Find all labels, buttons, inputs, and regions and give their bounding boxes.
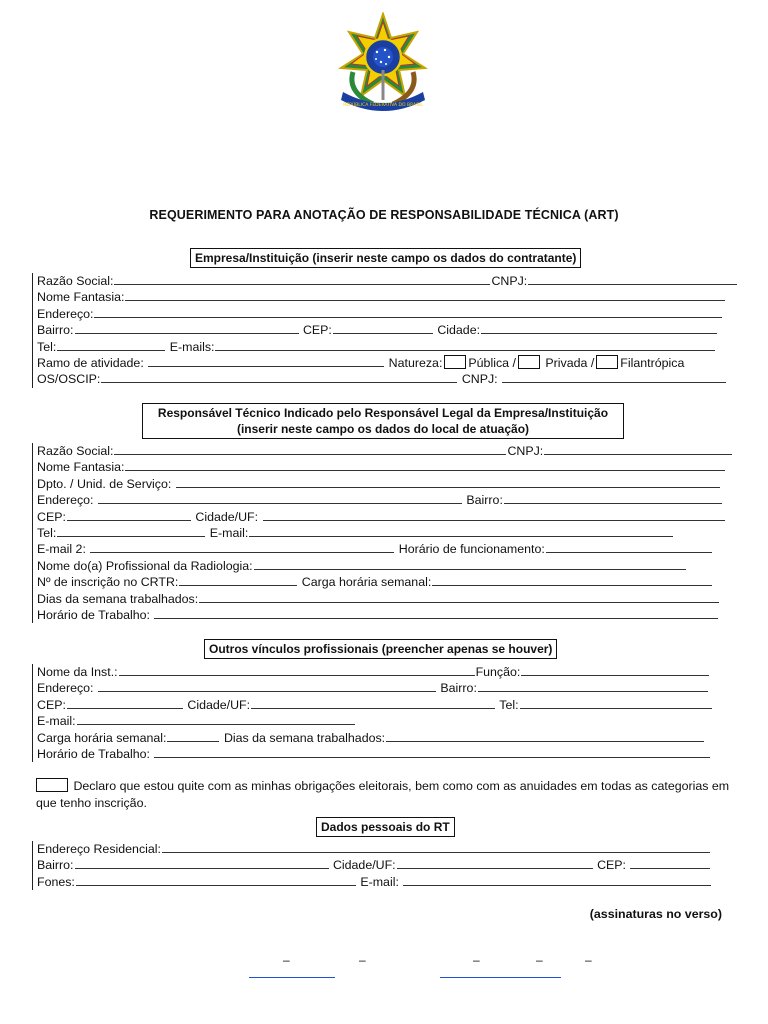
email-label: E-mail: — [209, 525, 249, 540]
emails-field[interactable] — [215, 339, 715, 351]
dias-field[interactable] — [386, 730, 704, 742]
company-section-header: Empresa/Instituição (inserir neste campo os dados do contratante) — [190, 248, 581, 268]
tech-row-tel — [33, 525, 737, 541]
other-row-carga — [33, 730, 737, 746]
nome-fantasia-label: Nome Fantasia: — [37, 460, 125, 475]
footer-dash: – — [473, 953, 480, 967]
endereco-label: Endereço: — [37, 493, 94, 508]
endereco-field[interactable] — [98, 492, 462, 504]
email2-label: E-mail 2: — [37, 542, 86, 557]
bairro-label: Bairro: — [37, 858, 74, 873]
cidade-uf-field[interactable] — [251, 697, 495, 709]
endereco-field[interactable] — [98, 680, 436, 692]
tech-row-dias — [33, 591, 737, 607]
other-row-endereco — [33, 680, 737, 696]
nome-prof-field[interactable] — [254, 558, 686, 570]
nome-inst-field[interactable] — [119, 664, 475, 676]
os-oscip-field[interactable] — [101, 371, 457, 383]
bairro-label: Bairro: — [440, 681, 477, 696]
cidade-field[interactable] — [481, 322, 717, 334]
company-row-ramo — [33, 355, 737, 371]
company-row-tel — [33, 339, 737, 355]
emails-label: E-mails: — [169, 339, 215, 354]
brazil-coat-of-arms-icon — [333, 12, 433, 112]
horario-func-label: Horário de funcionamento: — [398, 542, 545, 557]
cnpj2-label: CNPJ: — [461, 372, 498, 387]
publica-label: Pública / — [468, 355, 516, 370]
horario-trab-label: Horário de Trabalho: — [37, 746, 150, 761]
endereco-residencial-field[interactable] — [162, 841, 710, 853]
technical-header-line1: Responsável Técnico Indicado pelo Responsável Legal da Empresa/Instituição — [157, 406, 609, 420]
footer-dash: – — [585, 953, 592, 967]
other-section — [32, 664, 737, 762]
tech-row-inscricao — [33, 574, 737, 590]
cnpj-field[interactable] — [528, 273, 737, 285]
tech-row-email2 — [33, 541, 737, 557]
other-row-email — [33, 713, 737, 729]
cep-field[interactable] — [333, 322, 433, 334]
bairro-field[interactable] — [75, 857, 329, 869]
inscricao-field[interactable] — [179, 574, 297, 586]
publica-checkbox[interactable] — [444, 355, 466, 369]
bairro-field[interactable] — [75, 322, 299, 334]
company-section — [32, 273, 737, 388]
footer-dash: – — [283, 953, 290, 967]
declaration-checkbox[interactable] — [36, 778, 68, 792]
dias-label: Dias da semana trabalhados: — [223, 730, 386, 745]
cnpj-label: CNPJ: — [507, 444, 544, 458]
cidade-uf-label: Cidade/UF: — [195, 509, 259, 524]
razao-social-label: Razão Social: — [37, 274, 114, 288]
technical-section-header — [142, 403, 624, 439]
svg-text:REPÚBLICA FEDERATIVA DO BRASIL: REPÚBLICA FEDERATIVA DO BRASIL — [343, 103, 423, 108]
razao-social-field[interactable] — [114, 273, 490, 285]
other-row-horario — [33, 746, 737, 762]
tel-field[interactable] — [520, 697, 712, 709]
cnpj-label: CNPJ: — [491, 274, 528, 288]
fones-field[interactable] — [76, 874, 356, 886]
bairro-field[interactable] — [478, 680, 708, 692]
company-row-razao — [33, 273, 737, 289]
company-row-endereco — [33, 306, 737, 322]
company-row-bairro — [33, 322, 737, 338]
nome-fantasia-field[interactable] — [125, 459, 725, 471]
endereco-label: Endereço: — [37, 681, 94, 696]
company-row-fantasia — [33, 289, 737, 305]
tech-row-horario — [33, 607, 737, 623]
technical-section — [32, 443, 737, 623]
endereco-residencial-label: Endereço Residencial: — [37, 842, 161, 856]
email-label: E-mail: — [360, 874, 399, 889]
funcao-field[interactable] — [521, 664, 709, 676]
tech-row-nome-prof — [33, 558, 737, 574]
form-title: REQUERIMENTO PARA ANOTAÇÃO DE RESPONSABILIDADE TÉCNICA (ART) — [149, 208, 619, 222]
privada-label: Privada / — [545, 355, 595, 370]
cep-label: CEP: — [37, 509, 66, 524]
tel-label: Tel: — [37, 525, 57, 540]
signature-note: (assinaturas no verso) — [589, 907, 722, 921]
bairro-label: Bairro: — [37, 323, 74, 338]
nome-fantasia-label: Nome Fantasia: — [37, 290, 125, 305]
bairro-label: Bairro: — [466, 493, 503, 508]
personal-row-bairro — [33, 857, 737, 873]
tel-field[interactable] — [57, 339, 165, 351]
tech-row-dpto — [33, 476, 737, 492]
carga-field[interactable] — [167, 730, 219, 742]
funcao-label: Função: — [475, 665, 521, 679]
nome-fantasia-field[interactable] — [125, 289, 725, 301]
technical-header-line2: (inserir neste campo os dados do local de atuação) — [236, 422, 530, 436]
footer-dash: – — [359, 953, 366, 967]
cep-field[interactable] — [630, 857, 710, 869]
horario-trab-field[interactable] — [154, 746, 710, 758]
endereco-label: Endereço: — [37, 306, 94, 321]
personal-section-header: Dados pessoais do RT — [316, 817, 455, 837]
nome-inst-label: Nome da Inst.: — [37, 665, 118, 679]
horario-trab-label: Horário de Trabalho: — [37, 607, 150, 622]
email-field[interactable] — [249, 525, 673, 537]
razao-social-label: Razão Social: — [37, 444, 114, 458]
cnpj-field[interactable] — [544, 443, 732, 455]
company-row-oscip — [33, 371, 737, 387]
personal-row-endereco — [33, 841, 737, 857]
tel-label: Tel: — [499, 697, 519, 712]
personal-row-fones — [33, 874, 737, 890]
ramo-label: Ramo de atividade: — [37, 355, 144, 370]
ramo-field[interactable] — [148, 355, 384, 367]
cep-field[interactable] — [67, 509, 191, 521]
inscricao-label: Nº de inscrição no CRTR: — [37, 575, 179, 590]
email2-field[interactable] — [90, 541, 394, 553]
filantropica-checkbox[interactable] — [596, 355, 618, 369]
other-section-header: Outros vínculos profissionais (preencher apenas se houver) — [204, 639, 557, 659]
email-label: E-mail: — [37, 714, 76, 729]
horario-trab-field[interactable] — [154, 607, 718, 619]
razao-social-field[interactable] — [114, 443, 506, 455]
tel-field[interactable] — [57, 525, 205, 537]
horario-func-field[interactable] — [546, 541, 712, 553]
cidade-label: Cidade: — [437, 323, 481, 338]
cep-label: CEP: — [302, 323, 332, 338]
os-oscip-label: OS/OSCIP: — [37, 372, 101, 387]
dpto-label: Dpto. / Unid. de Serviço: — [37, 476, 172, 491]
privada-checkbox[interactable] — [518, 355, 540, 369]
carga-label: Carga horária semanal: — [301, 575, 432, 590]
declaration — [36, 778, 736, 811]
cnpj2-field[interactable] — [502, 371, 726, 383]
email-field[interactable] — [403, 874, 711, 886]
tel-label: Tel: — [37, 339, 57, 354]
cep-field[interactable] — [67, 697, 183, 709]
dias-field[interactable] — [199, 591, 719, 603]
carga-field[interactable] — [432, 574, 712, 586]
other-row-nome — [33, 664, 737, 680]
email-field[interactable] — [77, 713, 355, 725]
cep-label: CEP: — [597, 858, 626, 873]
tech-row-razao — [33, 443, 737, 459]
natureza-label: Natureza: — [388, 355, 443, 370]
cep-label: CEP: — [37, 697, 66, 712]
footer-link-line — [249, 977, 335, 978]
endereco-field[interactable] — [94, 306, 722, 318]
tech-row-fantasia — [33, 459, 737, 475]
personal-section — [32, 841, 737, 890]
cidade-uf-field[interactable] — [263, 509, 725, 521]
cidade-uf-label: Cidade/UF: — [187, 697, 251, 712]
footer-dash: – — [536, 953, 543, 967]
nome-prof-label: Nome do(a) Profissional da Radiologia: — [37, 558, 253, 573]
cidade-uf-field[interactable] — [397, 857, 593, 869]
cidade-uf-label: Cidade/UF: — [332, 858, 396, 873]
fones-label: Fones: — [37, 874, 75, 889]
filantropica-label: Filantrópica — [620, 355, 685, 370]
tech-row-endereco — [33, 492, 737, 508]
declaration-text: Declaro que estou quite com as minhas obrigações eleitorais, bem como com as anuidades em todas as categorias em que tenho inscrição. — [36, 779, 730, 810]
dias-label: Dias da semana trabalhados: — [37, 591, 199, 606]
tech-row-cep — [33, 509, 737, 525]
bairro-field[interactable] — [504, 492, 722, 504]
dpto-field[interactable] — [176, 476, 720, 488]
other-row-cep — [33, 697, 737, 713]
footer-link-line — [440, 977, 561, 978]
carga-label: Carga horária semanal: — [37, 730, 167, 745]
